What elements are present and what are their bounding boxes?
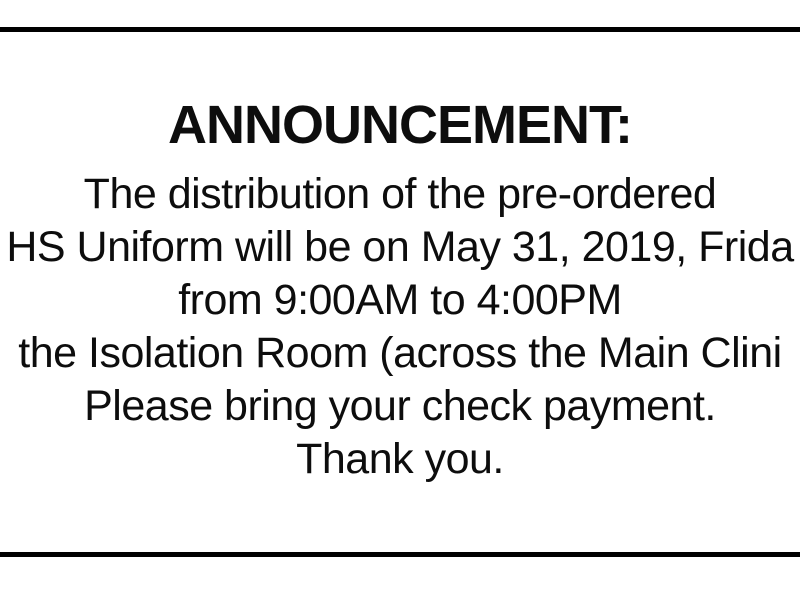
bottom-border-rule xyxy=(0,552,800,557)
announcement-line-1: The distribution of the pre-ordered xyxy=(83,170,717,218)
top-border-rule xyxy=(0,27,800,32)
announcement-line-3: from 9:00AM to 4:00PM xyxy=(178,276,622,324)
announcement-line-6: Thank you. xyxy=(296,435,504,483)
announcement-title: ANNOUNCEMENT: xyxy=(168,95,632,155)
announcement-line-2: HS Uniform will be on May 31, 2019, Frida xyxy=(6,223,794,271)
announcement-content xyxy=(0,92,800,486)
announcement-line-5: Please bring your check payment. xyxy=(84,382,716,430)
announcement-line-4: the Isolation Room (across the Main Clini xyxy=(18,329,782,377)
